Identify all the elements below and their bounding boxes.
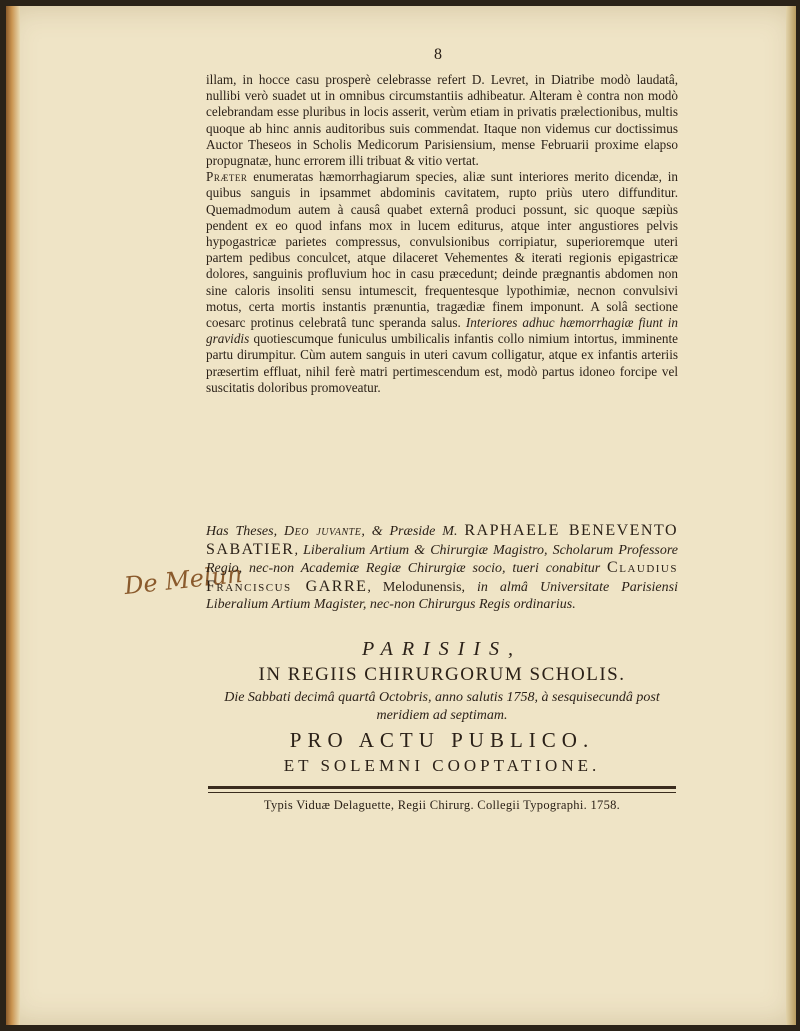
thesis-deo: Deo juvante [283, 524, 362, 539]
cooptation-heading: ET SOLEMNI COOPTATIONE. [283, 756, 601, 775]
document-page [6, 6, 796, 1025]
body-text [206, 72, 678, 396]
thesis-part-3: , Liberalium Artium & Chirurgiæ Magistro, Scholarum Professore Regio, nec-non Academiæ Regiæ Chirurgiæ socio, tueri conabitur [206, 542, 678, 576]
paragraph-2-text: enumeratas hæmorrhagiarum species, aliæ sunt interiores merito dicendæ, in quibus sanguis in ipsammet abdominis cavitatem, rupto priùs utero diffunditur. Quemadmodum autem à causâ quabet externâ produci possunt, sic quoque sæpiùs pendent ex eo quod infans mox in lucem editurus, atque inter angustiores pelvis hypogastricæ parietes compressus, convulsionibus corripiatur, superioremque uteri partem pedibus conculcet, atque dilaceret Vehementes & iterati regionis epigastricæ dolores, sanguinis profluvium hoc in casu præcedunt; deinde prægnantis abdomen non sine caloris insoliti sensu intumescit, frequentesque lypothimiæ, necnon convulsivi motus, certa mortis instantis prænuntia, tragædiæ finem imponunt. A solâ sectione coesarc protinus celebratâ tunc speranda salus. [206, 169, 678, 331]
double-rule-thin [208, 792, 676, 793]
thesis-part-4: , Melodunensis, [367, 579, 478, 595]
double-rule-thick [208, 786, 676, 789]
venue-heading: IN REGIIS CHIRURGORUM SCHOLIS. [258, 664, 626, 685]
date-line: Die Sabbati decimâ quartâ Octobris, anno salutis 1758, à sesquisecundâ post meridiem ad septimam. [224, 690, 660, 723]
paragraph-2-lead: Præter [206, 169, 248, 185]
printer-imprint: Typis Viduæ Delaguette, Regii Chirurg. Collegii Typographi. 1758. [263, 798, 621, 812]
handwritten-signature: De Melun [122, 559, 244, 601]
act-heading: PRO ACTU PUBLICO. [289, 728, 595, 752]
thesis-part-2: , & Præside M. [361, 524, 465, 539]
page-number: 8 [434, 46, 442, 63]
paragraph-2-italic: Interiores adhuc hæmorrhagiæ fiunt in gravidis [206, 315, 678, 347]
thesis-president-name: RAPHAELE BENEVENTO SABATIER [206, 522, 679, 558]
paragraph-2-tail: quotiescumque funiculus umbilicalis infantis collo nimium intortus, imminente partu dirumpitur. Cùm autem sanguis in uteri cavum colligatur, atque ex infantis arteriis præsertim effluat, nihil ferè matri pertimescendum est, modò partus idoneo forcipe vel suscitatis doloribus promoveatur. [206, 331, 678, 395]
thesis-part-5: in almâ Universitate Parisiensi Liberalium Artium Magister, nec-non Chirurgus Regis ordinarius. [206, 579, 678, 612]
page-right-edge [786, 6, 796, 1025]
book-binding-edge [6, 6, 20, 1025]
thesis-candidate-name: Claudius Franciscus GARRE [206, 559, 678, 595]
thesis-statement [206, 522, 678, 614]
thesis-part-1: Has Theses, [206, 524, 284, 539]
place-heading: PARISIIS, [361, 638, 523, 660]
paragraph-1: illam, in hocce casu prosperè celebrasse refert D. Levret, in Diatribe modò laudatâ, nullibi verò suadet ut in omnibus circumstantiis adhibeatur. Alteram è contra non modò celebrandam esse pluribus in locis asserit, verùm etiam in privatis prælectionibus, multis quoque ab hinc annis auditoribus suis commendat. Itaque non videmus cur doctissimus Auctor Theseos in Scholis Medicorum Parisiensium, mense Februarii proxime elapso propugnatæ, hunc errorem illi tribuat & vitio vertat. [206, 72, 678, 169]
paragraph-2 [206, 169, 678, 396]
